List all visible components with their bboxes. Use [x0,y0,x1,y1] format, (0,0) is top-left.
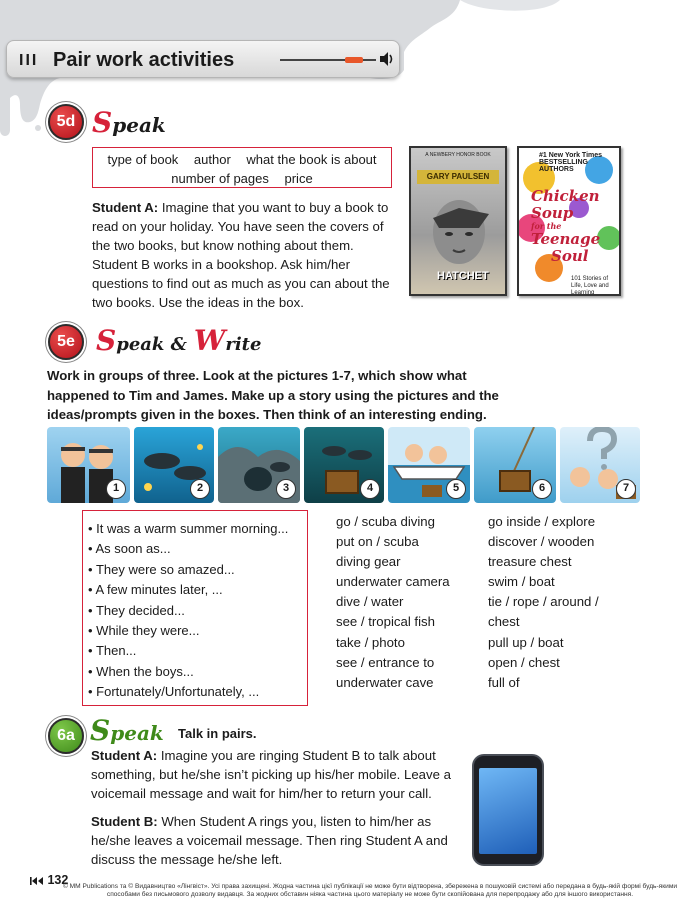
word-item: tie / rope / around / [488,594,599,610]
chicken-subtitle: 101 Stories of Life, Love and Learning [571,276,609,296]
section-title-5d [92,106,166,139]
ideas-row-1 [93,150,391,169]
comic-panel-5 [388,427,470,503]
word-item: underwater cave [336,674,434,690]
word-item: discover / wooden [488,534,595,550]
word-item: see / entrance to [336,654,435,670]
word-item: open / chest [488,654,560,670]
instructions-5e: Work in groups of three. Look at the pictures 1-7, which show what happened to Tim and James. Make up a story using the pictures and the ideas/prompts given in the boxes. Then think of an interesting ending. [47,368,499,422]
list-item: • They decided... [88,601,288,621]
student-a-task-6a [91,746,467,803]
student-a-text: Imagine you are ringing Student B to talk about something, but he/she isn’t picking up his/her mobile. Leave a voicemail message and wait for him/her to return your call. [91,748,451,801]
rewind-icon [30,876,44,886]
section-title-6a [90,714,164,747]
panel-number: 4 [360,479,380,499]
word-item: underwater camera [336,574,450,590]
comic-panel-6 [474,427,556,503]
chicken-title-line: Soul [551,247,589,265]
title-rest: peak [112,113,166,137]
list-item: • As soon as... [88,539,288,559]
student-a-label: Student A: [92,200,159,215]
panel-number: 1 [106,479,126,499]
comic-panel-7 [560,427,640,503]
page-title: Pair work activities [53,49,235,71]
audio-progress-marker[interactable] [345,57,363,63]
student-a-label: Student A: [91,748,158,763]
idea-item: number of pages [171,171,269,186]
student-b-label: Student B: [91,814,158,829]
chicken-title [531,188,600,265]
section-badge-6a: 6a [48,718,84,754]
comic-panel-3 [218,427,300,503]
word-item: see / tropical fish [336,614,435,630]
book-cover-hatchet [409,146,507,296]
student-a-text: Imagine that you want to buy a book to read on your holiday. You have seen the covers of the two books, but know nothing about them. Student B works in a bookshop. Ask him/her questions to find out as much as you can about the two books. Use the ideas in the box. [92,200,390,310]
chicken-title-line: Teenage [531,230,601,248]
section-badge-5e: 5e [48,324,84,360]
word-item: pull up / boat [488,634,564,650]
title-rest: peak & [116,334,187,355]
phone-image [472,754,544,866]
word-item: put on / scuba [336,534,419,550]
word-item: take / photo [336,634,405,650]
list-item: • Then... [88,641,288,661]
word-item: chest [488,614,520,630]
student-b-task-6a [91,812,467,869]
page-number-text: 132 [47,873,69,887]
chicken-title-line: Soup [531,204,574,222]
section-subtitle-6a: Talk in pairs. [178,726,257,741]
comic-panel-1 [47,427,130,503]
speaker-icon[interactable] [379,51,395,67]
list-item: • It was a warm summer morning... [88,519,288,539]
word-item: swim / boat [488,574,555,590]
hatchet-top-line: A NEWBERY HONOR BOOK [425,152,491,158]
list-item: • Fortunately/Unfortunately, ... [88,682,288,702]
title-cap: W [193,324,226,357]
ideas-box [92,147,392,188]
title-cap: S [92,106,113,139]
phone-screen [479,768,537,854]
copyright-footer: © MM Publications та © Видавництво «Лінгвіст». Усі права захищені. Жодна частина цієї публікації не може бути відтворена, збережена в пошуковій системі або передана в будь-якій формі будь-якими способами без письмового дозволу видавця. За жодних обставин ніяка частина цього матеріалу не може бути скопійована для перепродажу або для іншого використання. [62,883,678,899]
chicken-title-line: for the [531,221,562,231]
word-item: treasure chest [488,554,572,570]
comic-panel-4 [304,427,384,503]
panel-number: 5 [446,479,466,499]
list-item: • A few minutes later, ... [88,580,288,600]
comic-panel-2 [134,427,214,503]
idea-item: author [193,152,231,167]
idea-item: price [284,171,313,186]
panel-number: 6 [532,479,552,499]
hatchet-title: HATCHET [437,270,489,282]
section-badge-5d: 5d [48,104,84,140]
title-rest: rite [225,334,262,355]
section-header-bar [6,40,400,78]
chicken-title-line: Chicken [531,187,600,205]
student-b-text: When Student A rings you, listen to him/her as he/she leaves a voicemail message. Then ring Student A and discuss the message he/she left. [91,814,448,867]
word-column-2 [488,512,599,693]
word-item: go / scuba diving [336,514,435,529]
word-item: dive / water [336,594,404,610]
prompts-list [88,519,288,703]
section-title-5e [96,324,261,357]
list-item: • When the boys... [88,662,288,682]
bars-icon: III [19,52,39,69]
panel-number: 2 [190,479,210,499]
list-item: • They were so amazed... [88,560,288,580]
idea-item: what the book is about [246,152,377,167]
ideas-row-2 [93,169,391,188]
hatchet-author: GARY PAULSEN [417,170,499,184]
list-item: • While they were... [88,621,288,641]
panel-number: 3 [276,479,296,499]
title-cap: S [96,324,117,357]
boy-face-image [419,188,499,268]
panel-number: 7 [616,479,636,499]
chicken-rank: #1 New York Times BESTSELLING AUTHORS [539,152,603,173]
book-cover-chicken-soup [517,146,621,296]
student-a-task-5d [92,198,392,312]
title-rest: peak [110,721,164,745]
title-cap: S [90,714,111,747]
word-item: go inside / explore [488,514,596,529]
word-column-1 [336,512,450,693]
idea-item: type of book [107,152,179,167]
word-item: diving gear [336,554,401,570]
word-item: full of [488,674,520,690]
